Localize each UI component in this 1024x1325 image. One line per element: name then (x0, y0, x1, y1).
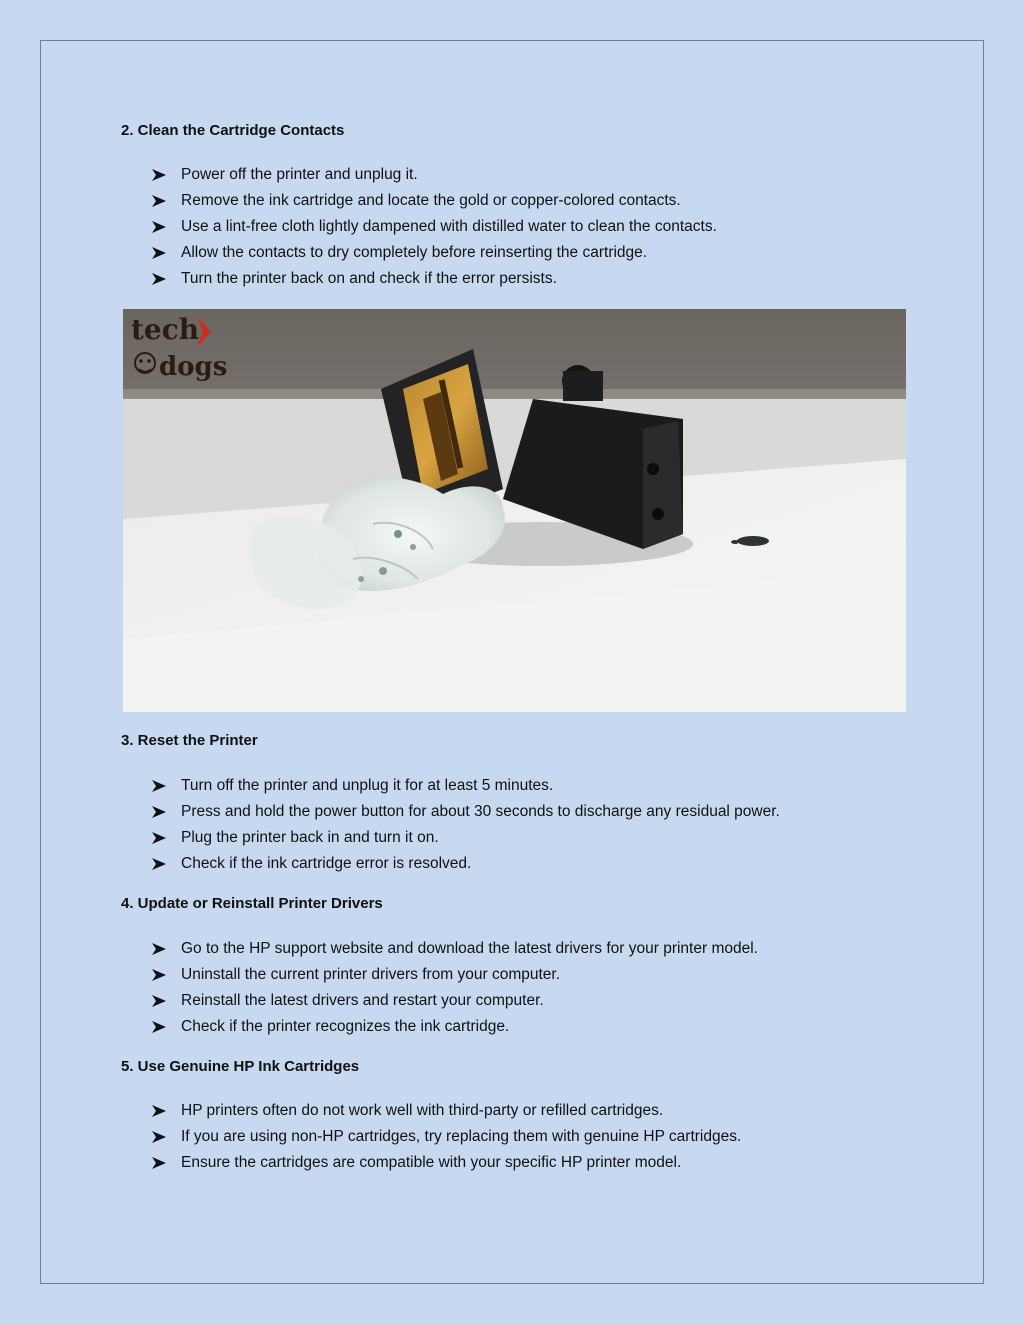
section-heading-clean-contacts: 2. Clean the Cartridge Contacts (121, 122, 345, 139)
arrow-bullet-icon (152, 851, 168, 877)
list-item (152, 214, 717, 240)
arrow-bullet-icon (152, 1124, 168, 1150)
list-item-text: Go to the HP support website and download the latest drivers for your printer model. (181, 940, 758, 957)
list-item-text: Use a lint-free cloth lightly dampened with distilled water to clean the contacts. (181, 218, 717, 235)
bullet-list-update-drivers (152, 936, 758, 1040)
logo-line1: tech (131, 313, 200, 346)
arrow-bullet-icon (152, 988, 168, 1014)
list-item (152, 799, 780, 825)
cartridge-cleaning-photo (123, 309, 906, 712)
arrow-bullet-icon (152, 825, 168, 851)
section-heading-genuine-cartridges: 5. Use Genuine HP Ink Cartridges (121, 1058, 360, 1075)
list-item (152, 266, 717, 292)
arrow-bullet-icon (152, 162, 168, 188)
logo-line2: dogs (159, 352, 228, 382)
list-item (152, 962, 758, 988)
arrow-bullet-icon (152, 1098, 168, 1124)
arrow-bullet-icon (152, 188, 168, 214)
list-item-text: HP printers often do not work well with third-party or refilled cartridges. (181, 1102, 664, 1119)
section-heading-reset-printer: 3. Reset the Printer (121, 732, 258, 749)
list-item-text: Allow the contacts to dry completely before reinserting the cartridge. (181, 244, 648, 261)
list-item (152, 162, 717, 188)
list-item (152, 936, 758, 962)
list-item-text: Turn the printer back on and check if the error persists. (181, 270, 557, 287)
arrow-bullet-icon (152, 962, 168, 988)
list-item (152, 851, 780, 877)
arrow-bullet-icon (152, 773, 168, 799)
list-item (152, 188, 717, 214)
list-item (152, 988, 758, 1014)
bullet-list-clean-contacts (152, 162, 717, 292)
list-item (152, 1124, 741, 1150)
list-item-text: If you are using non-HP cartridges, try replacing them with genuine HP cartridges. (181, 1128, 742, 1145)
arrow-bullet-icon (152, 214, 168, 240)
bullet-list-genuine-cartridges (152, 1098, 741, 1176)
arrow-bullet-icon (152, 266, 168, 292)
section-heading-update-drivers: 4. Update or Reinstall Printer Drivers (121, 895, 383, 912)
arrow-bullet-icon (152, 799, 168, 825)
arrow-bullet-icon (152, 936, 168, 962)
list-item-text: Uninstall the current printer drivers from your computer. (181, 966, 561, 983)
bullet-list-reset-printer (152, 773, 780, 877)
list-item-text: Ensure the cartridges are compatible with your specific HP printer model. (181, 1154, 682, 1171)
list-item-text: Press and hold the power button for about 30 seconds to discharge any residual power. (181, 803, 780, 820)
list-item-text: Power off the printer and unplug it. (181, 166, 418, 183)
arrow-bullet-icon (152, 240, 168, 266)
list-item (152, 240, 717, 266)
list-item (152, 1150, 741, 1176)
list-item-text: Reinstall the latest drivers and restart your computer. (181, 992, 544, 1009)
list-item (152, 773, 780, 799)
list-item (152, 825, 780, 851)
list-item-text: Check if the printer recognizes the ink cartridge. (181, 1018, 510, 1035)
list-item (152, 1098, 741, 1124)
list-item-text: Remove the ink cartridge and locate the gold or copper-colored contacts. (181, 192, 681, 209)
list-item-text: Turn off the printer and unplug it for at least 5 minutes. (181, 777, 554, 794)
list-item-text: Check if the ink cartridge error is resolved. (181, 855, 472, 872)
list-item-text: Plug the printer back in and turn it on. (181, 829, 439, 846)
list-item (152, 1014, 758, 1040)
arrow-bullet-icon (152, 1014, 168, 1040)
arrow-bullet-icon (152, 1150, 168, 1176)
